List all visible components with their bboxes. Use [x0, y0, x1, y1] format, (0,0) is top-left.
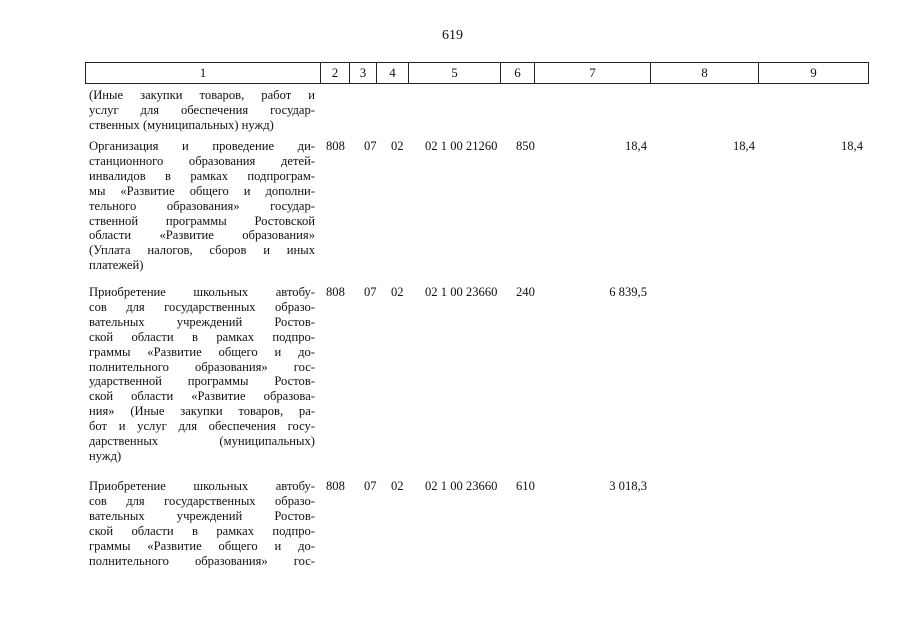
description-line: ния» (Иные закупки товаров, ра-: [89, 404, 315, 419]
cell-col-5: 02 1 00 23660: [425, 285, 498, 299]
cell-col-3: 07: [364, 285, 377, 299]
description-line: полнительного образования» гос-: [89, 553, 315, 568]
cell-col-6: 240: [516, 285, 535, 299]
cell-col-2: 808: [326, 139, 345, 153]
description-line: Приобретение школьных автобу-: [89, 285, 315, 299]
cell-col-9: 18,4: [840, 139, 863, 153]
description-line: ственных (муниципальных) нужд): [89, 117, 274, 132]
table-header: [85, 62, 869, 84]
cell-col-3: 07: [364, 139, 377, 153]
description-line: ской области в рамках подпро-: [89, 329, 315, 344]
header-col-7: 7: [535, 63, 651, 84]
row-description: [89, 479, 315, 568]
description-line: (Уплата налогов, сборов и иных: [89, 243, 315, 258]
cell-col-5: 02 1 00 23660: [425, 479, 498, 493]
cell-col-8: 18,4: [732, 139, 755, 153]
header-col-8: 8: [651, 63, 759, 84]
cell-col-7: 18,4: [624, 139, 647, 153]
description-line: граммы «Развитие общего и до-: [89, 344, 315, 359]
cell-col-7: 3 018,3: [609, 479, 647, 493]
description-line: Организация и проведение ди-: [89, 139, 315, 153]
header-col-5: 5: [409, 63, 501, 84]
cell-col-6: 610: [516, 479, 535, 493]
description-line: граммы «Развитие общего и до-: [89, 538, 315, 553]
header-col-6: 6: [501, 63, 535, 84]
page-number: 619: [442, 28, 463, 43]
description-line: сов для государственных образо-: [89, 493, 315, 508]
header-col-3: 3: [350, 63, 377, 84]
row-description: [89, 285, 315, 464]
description-line: вательных учреждений Ростов-: [89, 508, 315, 523]
description-line: услуг для обеспечения государ-: [89, 102, 315, 117]
description-line: ственной программы Ростовской: [89, 213, 315, 228]
header-col-4: 4: [377, 63, 409, 84]
description-line: ударственной программы Ростов-: [89, 374, 315, 389]
description-line: дарственных (муниципальных): [89, 434, 315, 449]
cell-col-4: 02: [391, 139, 404, 153]
cell-col-7: 6 839,5: [609, 285, 647, 299]
description-line: тельного образования» государ-: [89, 198, 315, 213]
description-line: ской области «Развитие образова-: [89, 389, 315, 404]
description-line: инвалидов в рамках подпрограм-: [89, 168, 315, 183]
description-line: ской области в рамках подпро-: [89, 523, 315, 538]
row-description: [89, 88, 315, 133]
cell-col-4: 02: [391, 479, 404, 493]
cell-col-2: 808: [326, 479, 345, 493]
description-line: вательных учреждений Ростов-: [89, 314, 315, 329]
header-col-1: 1: [86, 63, 321, 84]
description-line: Приобретение школьных автобу-: [89, 479, 315, 493]
description-line: нужд): [89, 448, 122, 463]
description-line: станционного образования детей-: [89, 153, 315, 168]
description-line: сов для государственных образо-: [89, 299, 315, 314]
description-line: мы «Развитие общего и дополни-: [89, 183, 315, 198]
description-line: платежей): [89, 258, 144, 273]
row-description: [89, 139, 315, 273]
cell-col-2: 808: [326, 285, 345, 299]
header-col-9: 9: [759, 63, 869, 84]
description-line: полнительного образования» гос-: [89, 359, 315, 374]
cell-col-3: 07: [364, 479, 377, 493]
description-line: (Иные закупки товаров, работ и: [89, 88, 315, 102]
description-line: области «Развитие образования»: [89, 228, 315, 243]
cell-col-6: 850: [516, 139, 535, 153]
cell-col-5: 02 1 00 21260: [425, 139, 498, 153]
description-line: бот и услуг для обеспечения госу-: [89, 419, 315, 434]
cell-col-4: 02: [391, 285, 404, 299]
header-col-2: 2: [321, 63, 350, 84]
